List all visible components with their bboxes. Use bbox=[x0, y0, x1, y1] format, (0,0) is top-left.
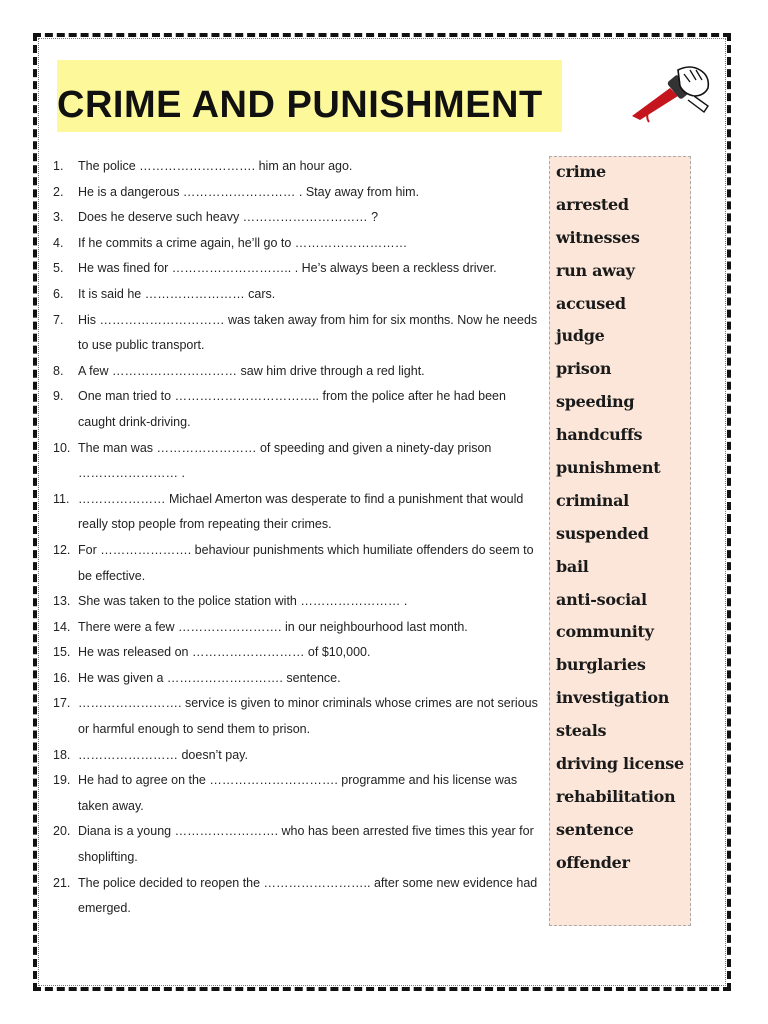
question-number: 19. bbox=[53, 773, 71, 788]
word-bank-item: judge bbox=[556, 326, 605, 346]
page-title: CRIME AND PUNISHMENT bbox=[57, 84, 543, 126]
word-bank-item: sentence bbox=[556, 819, 634, 839]
question-number: 16. bbox=[53, 670, 71, 685]
question-item bbox=[53, 666, 543, 692]
question-item bbox=[53, 743, 543, 769]
question-item bbox=[53, 615, 543, 641]
question-text: Diana is a young ……………………. who has been arrested five times this year for shoplifting. bbox=[78, 824, 534, 865]
question-number: 21. bbox=[53, 875, 71, 890]
question-item bbox=[53, 640, 543, 666]
question-item bbox=[53, 768, 543, 819]
word-bank-item: speeding bbox=[556, 392, 635, 412]
question-text: The police decided to reopen the …………………….. after some new evidence had emerged. bbox=[78, 875, 538, 916]
question-item bbox=[53, 589, 543, 615]
question-text: He had to agree on the …………………………. programme and his license was taken away. bbox=[78, 773, 518, 813]
word-bank bbox=[556, 156, 684, 880]
word-bank-item: burglaries bbox=[556, 655, 646, 675]
word-bank-item: steals bbox=[556, 721, 607, 741]
word-bank-item: crime bbox=[556, 162, 606, 181]
question-text: He was given a ………………………. sentence. bbox=[78, 670, 341, 685]
question-text: One man tried to …………………………….. from the police after he had been caught drink-driving. bbox=[78, 389, 506, 429]
question-number: 15. bbox=[53, 645, 71, 660]
word-bank-item: handcuffs bbox=[556, 425, 643, 445]
question-text: He was fined for ……………………….. . He’s always been a reckless driver. bbox=[78, 261, 497, 276]
question-text: There were a few ……………………. in our neighbourhood last month. bbox=[78, 619, 468, 634]
question-text: Does he deserve such heavy ………………………… ? bbox=[78, 210, 379, 225]
question-text: …………………… doesn’t pay. bbox=[78, 747, 248, 762]
question-item bbox=[53, 282, 543, 308]
question-text: She was taken to the police station with …………………… . bbox=[78, 594, 408, 609]
question-number: 4. bbox=[53, 235, 64, 250]
question-text: ………………… Michael Amerton was desperate to find a punishment that would really stop people from repeating their crimes. bbox=[78, 491, 524, 532]
question-number: 8. bbox=[53, 363, 64, 378]
word-bank-item: witnesses bbox=[556, 227, 640, 247]
question-number: 7. bbox=[53, 312, 64, 327]
question-item bbox=[53, 538, 543, 589]
question-number: 11. bbox=[53, 491, 70, 506]
question-item bbox=[53, 180, 543, 206]
question-item bbox=[53, 359, 543, 385]
word-bank-item: anti-social bbox=[556, 589, 647, 609]
question-item bbox=[53, 871, 543, 922]
word-bank-item: suspended bbox=[556, 523, 649, 543]
question-item bbox=[53, 487, 543, 538]
question-item bbox=[53, 231, 543, 257]
question-number: 6. bbox=[53, 286, 64, 301]
question-item bbox=[53, 154, 543, 180]
question-item bbox=[53, 436, 543, 487]
question-text: A few ………………………… saw him drive through a red light. bbox=[78, 363, 425, 378]
question-item bbox=[53, 691, 543, 742]
word-bank-item: prison bbox=[556, 359, 612, 379]
question-number: 18. bbox=[53, 747, 71, 762]
question-number: 9. bbox=[53, 389, 64, 404]
question-number: 20. bbox=[53, 824, 71, 839]
bloody-knife-icon bbox=[628, 62, 716, 124]
word-bank-item: investigation bbox=[556, 688, 670, 708]
question-text: The man was …………………… of speeding and given a ninety-day prison …………………… . bbox=[78, 440, 492, 481]
question-item bbox=[53, 256, 543, 282]
word-bank-item: offender bbox=[556, 852, 630, 872]
question-text: He was released on ……………………… of $10,000. bbox=[78, 645, 371, 660]
question-number: 10. bbox=[53, 440, 71, 455]
word-bank-item: punishment bbox=[556, 458, 661, 478]
question-number: 13. bbox=[53, 594, 71, 609]
question-list bbox=[53, 154, 543, 922]
question-number: 14. bbox=[53, 619, 71, 634]
question-number: 3. bbox=[53, 210, 64, 225]
question-text: It is said he …………………… cars. bbox=[78, 286, 276, 301]
question-item bbox=[53, 308, 543, 359]
question-number: 1. bbox=[53, 159, 64, 173]
question-item bbox=[53, 384, 543, 435]
word-bank-item: accused bbox=[556, 293, 626, 313]
word-bank-item: rehabilitation bbox=[556, 786, 676, 806]
question-number: 2. bbox=[53, 184, 64, 199]
word-bank-item: arrested bbox=[556, 194, 629, 214]
question-text: The police ………………………. him an hour ago. bbox=[78, 159, 353, 173]
question-text: For …………………. behaviour punishments which humiliate offenders do seem to be effective. bbox=[78, 542, 534, 583]
word-bank-item: bail bbox=[556, 556, 589, 576]
question-text: ……………………. service is given to minor criminals whose crimes are not serious or harmful enough to send them to prison. bbox=[78, 696, 538, 737]
question-item bbox=[53, 205, 543, 231]
question-number: 12. bbox=[53, 542, 71, 557]
word-bank-item: driving license bbox=[556, 754, 684, 774]
question-number: 17. bbox=[53, 696, 71, 711]
word-bank-item: community bbox=[556, 622, 654, 642]
question-text: He is a dangerous ……………………… . Stay away from him. bbox=[78, 184, 420, 199]
question-number: 5. bbox=[53, 261, 64, 276]
question-item bbox=[53, 819, 543, 870]
question-text: If he commits a crime again, he’ll go to ……………………… bbox=[78, 235, 408, 250]
question-text: His ………………………… was taken away from him for six months. Now he needs to use public transport. bbox=[78, 312, 538, 353]
word-bank-item: criminal bbox=[556, 490, 629, 510]
word-bank-item: run away bbox=[556, 260, 635, 280]
